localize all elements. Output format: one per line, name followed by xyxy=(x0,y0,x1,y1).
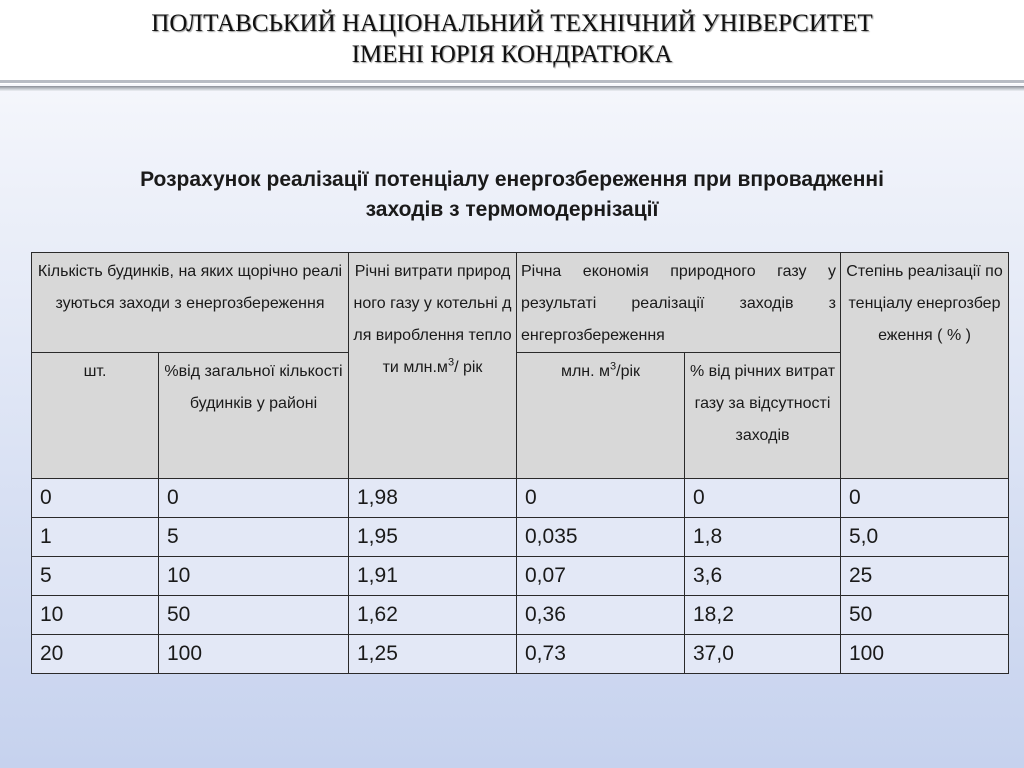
gas-unit-suffix: / рік xyxy=(454,359,483,376)
slide-title xyxy=(40,165,984,225)
university-header xyxy=(0,0,1024,84)
table-cell: 3,6 xyxy=(685,557,841,596)
energy-saving-table xyxy=(31,252,1009,674)
gas-unit-text: млн.м xyxy=(403,359,448,376)
table-cell: 1,95 xyxy=(349,518,517,557)
table-row xyxy=(32,518,1009,557)
table-cell: 1,62 xyxy=(349,596,517,635)
header-buildings-count: Кількість будинків, на яких щорічно реалізуються заходи з енергозбереження xyxy=(32,253,349,353)
table-row xyxy=(32,479,1009,518)
subheader-percent-buildings: %від загальної кількості будинків у районі xyxy=(159,353,349,479)
university-name-line1: ПОЛТАВСЬКИЙ НАЦІОНАЛЬНИЙ ТЕХНІЧНИЙ УНІВЕРСИТЕТ xyxy=(151,10,873,37)
subheader-pieces: шт. xyxy=(32,353,159,479)
table-body xyxy=(32,479,1009,674)
table-cell: 18,2 xyxy=(685,596,841,635)
table-cell: 1,25 xyxy=(349,635,517,674)
table-row xyxy=(32,557,1009,596)
slide-title-line2: заходів з термомодернізації xyxy=(365,198,659,221)
header-annual-gas-consumption xyxy=(349,253,517,479)
header-divider xyxy=(0,80,1024,83)
table-cell: 5 xyxy=(32,557,159,596)
table-cell: 0 xyxy=(517,479,685,518)
table-cell: 0 xyxy=(685,479,841,518)
table-cell: 1,91 xyxy=(349,557,517,596)
table-cell: 5 xyxy=(159,518,349,557)
table-cell: 1,98 xyxy=(349,479,517,518)
savings-unit-suffix: /рік xyxy=(616,363,641,380)
header-shadow-divider xyxy=(0,86,1024,91)
table-cell: 0,07 xyxy=(517,557,685,596)
table-cell: 0,36 xyxy=(517,596,685,635)
table-cell: 100 xyxy=(841,635,1009,674)
table-cell: 0 xyxy=(32,479,159,518)
header-annual-gas-unit xyxy=(403,356,483,376)
slide-title-line1: Розрахунок реалізації потенціалу енергозбереження при впровадженні xyxy=(140,168,884,191)
table-header-row xyxy=(32,253,1009,353)
table-cell: 25 xyxy=(841,557,1009,596)
table-cell: 0 xyxy=(159,479,349,518)
gas-unit-sup: 3 xyxy=(447,356,455,369)
table-row xyxy=(32,596,1009,635)
university-name-line2: ІМЕНІ ЮРІЯ КОНДРАТЮКА xyxy=(351,41,673,68)
header-annual-gas-savings: Річна економія природного газу у результаті реалізації заходів з енгергозбереження xyxy=(517,253,841,353)
table-cell: 37,0 xyxy=(685,635,841,674)
table-cell: 0,035 xyxy=(517,518,685,557)
table-cell: 1,8 xyxy=(685,518,841,557)
table-cell: 10 xyxy=(159,557,349,596)
subheader-savings-volume xyxy=(517,353,685,479)
table-cell: 50 xyxy=(159,596,349,635)
savings-unit-text: млн. м xyxy=(560,363,611,380)
header-potential-realization: Степінь реалізації потенціалу енергозбереження ( % ) xyxy=(841,253,1009,479)
header-annual-gas-consumption-text: Річні витрати природного газу у котельні для вироблення теплоти xyxy=(353,263,512,376)
table-cell: 1 xyxy=(32,518,159,557)
table-row xyxy=(32,635,1009,674)
table-cell: 0 xyxy=(841,479,1009,518)
table-cell: 0,73 xyxy=(517,635,685,674)
table-cell: 5,0 xyxy=(841,518,1009,557)
table-cell: 10 xyxy=(32,596,159,635)
subheader-savings-percent: % від річних витрат газу за відсутності заходів xyxy=(685,353,841,479)
savings-unit-sup: 3 xyxy=(610,360,617,373)
table-cell: 20 xyxy=(32,635,159,674)
table-cell: 50 xyxy=(841,596,1009,635)
table-cell: 100 xyxy=(159,635,349,674)
